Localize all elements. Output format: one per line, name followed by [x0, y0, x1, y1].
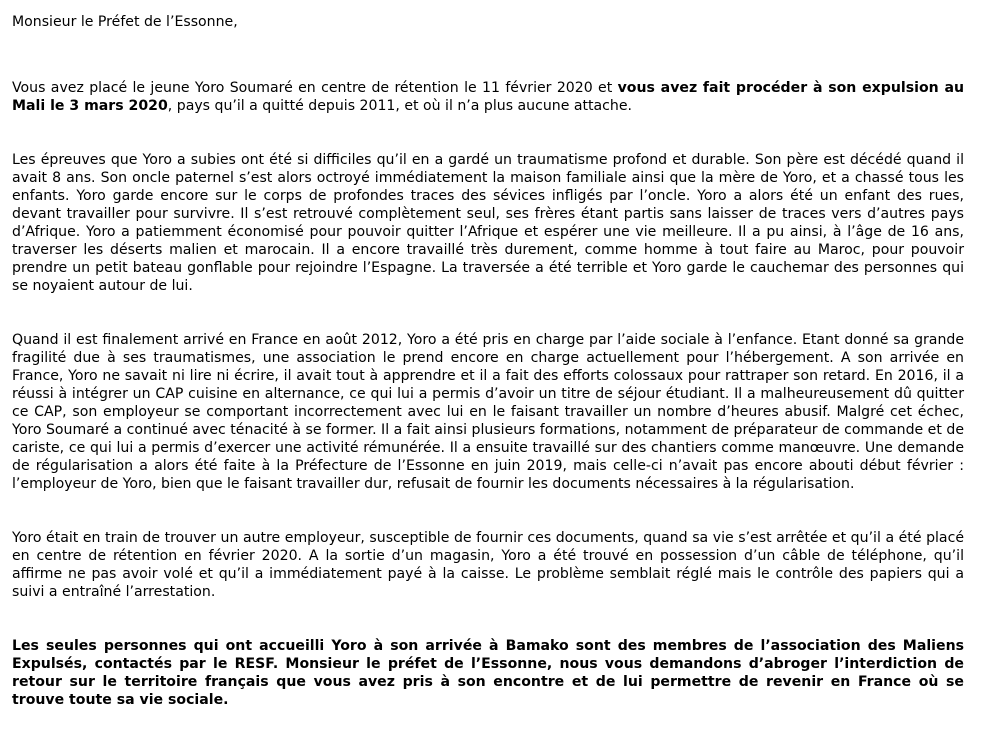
paragraph-expulsion-intro: Vous avez placé le jeune Yoro Soumaré en centre de rétention le 11 février 2020 et — [12, 80, 618, 96]
paragraph-childhood: Les épreuves que Yoro a subies ont été si difficiles qu’il en a gardé un traumatisme profond et durable. Son père est décédé quand il avait 8 ans. Son oncle paternel s’est alors octroyé immédiatement la maison familiale ainsi que la mère de Yoro, et a chassé tous les enfants. Yoro garde encore sur le corps de profondes traces des sévices infligés par l’oncle. Yoro a alors été un enfant des rues, devant travailler pour survivre. Il s’est retrouvé complètement seul, ses frères étant partis sans laisser de traces vers d’autres pays d’Afrique. Yoro a patiemment économisé pour pouvoir quitter l’Afrique et espérer une vie meilleure. Il a pu ainsi, à l’âge de 16 ans, traverser les déserts malien et marocain. Il a encore travaillé très durement, comme homme à tout faire au Maroc, pour pouvoir prendre un petit bateau gonflable pour rejoindre l’Espagne. La traversée a été terrible et Yoro garde le cauchemar des personnes qui se noyaient autour de lui. — [12, 152, 964, 294]
paragraph-expulsion — [12, 79, 964, 115]
paragraph-request: Les seules personnes qui ont accueilli Yoro à son arrivée à Bamako sont des membres de l’association des Maliens Expulsés, contactés par le RESF. Monsieur le préfet de l’Essonne, nous vous demandons d’abroger l’interdiction de retour sur le territoire français que vous avez pris à son encontre et de lui permettre de revenir en France où se trouve toute sa vie sociale. — [12, 638, 964, 708]
paragraph-arrest: Yoro était en train de trouver un autre employeur, susceptible de fournir ces documents, quand sa vie s’est arrêtée et qu’il a été placé en centre de rétention en février 2020. A la sortie d’un magasin, Yoro a été trouvé en possession d’un câble de téléphone, qu’il affirme ne pas avoir volé et qu’il a immédiatement payé à la caisse. Le problème semblait réglé mais le contrôle des papiers qui a suivi a entraîné l’arrestation. — [12, 530, 964, 600]
paragraph-expulsion-emphasis: vous avez fait procéder à son expulsion au Mali le 3 mars 2020 — [12, 80, 964, 114]
paragraph-france: Quand il est finalement arrivé en France en août 2012, Yoro a été pris en charge par l’aide sociale à l’enfance. Etant donné sa grande fragilité due à ses traumatismes, une association le prend encore en charge actuellement pour l’hébergement. A son arrivée en France, Yoro ne savait ni lire ni écrire, il avait tout à apprendre et il a fait des efforts colossaux pour rattraper son retard. En 2016, il a réussi à intégrer un CAP cuisine en alternance, ce qui lui a permis d’avoir un titre de séjour étudiant. Il a malheureusement dû quitter ce CAP, son employeur se comportant incorrectement avec lui en le faisant travailler un nombre d’heures abusif. Malgré cet échec, Yoro Soumaré a continué avec ténacité à se former. Il a fait ainsi plusieurs formations, notamment de préparateur de commande et de cariste, ce qui lui a permis d’exercer une activité rémunérée. Il a ensuite travaillé sur des chantiers comme manœuvre. Une demande de régularisation a alors été faite à la Préfecture de l’Essonne en juin 2019, mais celle-ci n’avait pas encore abouti début février : l’employeur de Yoro, bien que le faisant travailler dur, refusait de fournir les documents nécessaires à la régularisation. — [12, 332, 964, 492]
salutation: Monsieur le Préfet de l’Essonne, — [12, 14, 238, 30]
letter-body — [12, 13, 964, 709]
paragraph-expulsion-outro: , pays qu’il a quitté depuis 2011, et où il n’a plus aucune attache. — [167, 98, 633, 114]
